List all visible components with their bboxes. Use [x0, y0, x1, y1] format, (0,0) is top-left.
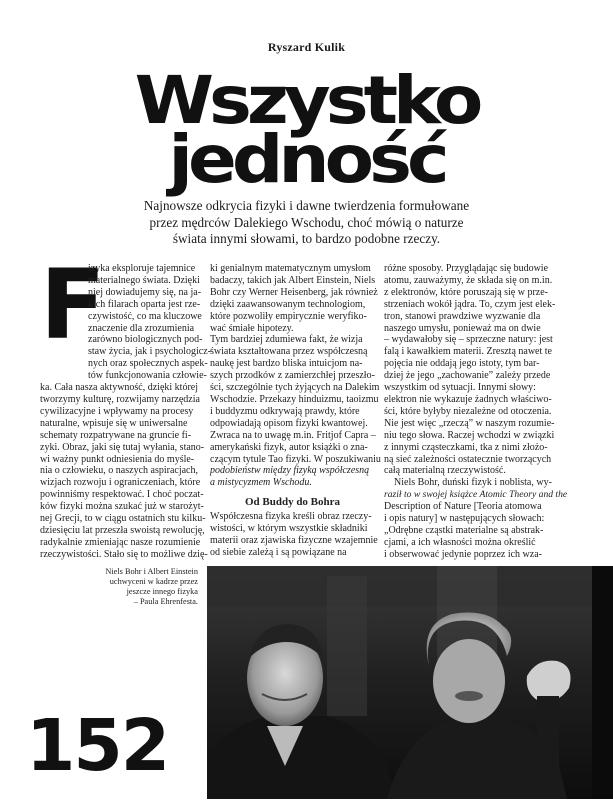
text-line: tworzymy kulturę, rozwijamy narzędzia: [40, 393, 200, 405]
text-line: niu tego słowa. Raczej wchodzi w związki: [384, 429, 555, 441]
article-column-2: [210, 263, 381, 559]
text-line: różne sposoby. Przyglądając się budowie: [384, 263, 549, 274]
text-line: zyki. Obraz, jaki się tutaj wyłania, stano-: [40, 441, 205, 453]
text-line: ną sieć zależności ostatecznie tworzących: [384, 453, 552, 465]
text-line: ki genialnym matematycznym umysłom: [210, 263, 371, 274]
text-line: staw życia, jak i psychologicz-: [88, 346, 212, 358]
text-line: ka. Cała nasza aktywność, dzięki której: [40, 382, 198, 394]
text-line: czywistość, co ma kluczowe: [88, 310, 202, 322]
text-line: kich filarach oparta jest rze-: [88, 298, 201, 310]
bohr-einstein-photo: [207, 566, 613, 799]
text-line: ści, szczególnie tych żyjących na Dalekim: [210, 382, 380, 394]
text-line: które pozwoliły empirycznie weryfiko-: [210, 310, 367, 322]
text-line: dziej że jego „zachowanie” zależy przede: [384, 370, 551, 382]
text-line: i obserwować jedynie poprzez ich wza-: [384, 548, 542, 560]
text-line: z elektronów, które poruszają się w prze-: [384, 286, 549, 298]
text-line: wizjach rozwoju i ograniczeniach, które: [40, 477, 201, 489]
text-line: Niels Bohr, duński fizyk i noblista, wy-: [394, 477, 552, 489]
text-line: nych oraz społecznych aspek-: [88, 358, 208, 370]
text-line: izyka eksploruje tajemnice: [88, 263, 196, 274]
text-line: pojęcia nie oddają jego istoty, tym bar-: [384, 358, 540, 370]
text-line: ści, które byłyby niezależne od otoczenia.: [384, 405, 552, 417]
drop-cap: F: [40, 249, 106, 361]
text-line: całą materialną rzeczywistość.: [384, 465, 506, 477]
text-line: raził to w swojej książce Atomic Theory and the: [384, 489, 568, 501]
text-line: znaczenie dla zrozumienia: [88, 322, 195, 334]
text-line: niej dowiadujemy się, na ja-: [88, 286, 202, 298]
headline-line-1: Wszystko: [134, 61, 479, 139]
text-line: a mistycyzmem Wschodu.: [210, 477, 312, 489]
caption-line: uchwyceni w kadrze przez: [109, 577, 198, 586]
text-line: falą i kawałkiem materii. Zresztą nawet te: [384, 346, 552, 358]
lead-line: Najnowsze odkrycia fizyki i dawne twierdzenia formułowane: [143, 198, 470, 213]
text-line: schematy rozpatrywane na gruncie fi-: [40, 429, 192, 441]
text-line: wi ważny punkt odniesienia do myśle-: [40, 453, 195, 465]
text-line: strzeniach wokół jądra. To, czym jest elek-: [384, 298, 556, 310]
text-line: Nie jest więc „rzeczą” w naszym rozumie-: [384, 417, 555, 429]
text-line: rzeczywistości. Stało się to możliwe dzię-: [40, 548, 208, 560]
text-line: szych przodków z zamierzchłej przeszło-: [210, 370, 375, 382]
text-line: z innymi cząsteczkami, tka z nimi złożo-: [384, 441, 548, 453]
text-line: cywilizacyjne i wpływamy na procesy: [40, 405, 194, 417]
lead-paragraph: [90, 198, 523, 248]
text-line: Description of Nature [Teoria atomowa: [384, 501, 542, 513]
text-line: „Odrębne cząstki materialne są abstrak-: [384, 524, 544, 536]
text-line: podobieństw między fizyką współczesną: [210, 465, 370, 477]
text-line: atomu, zauważymy, że składa się on m.in.: [384, 274, 553, 286]
text-line: elektron nie wykazuje żadnych właściwo-: [384, 393, 552, 405]
text-line: dziesięciu lat przeszła swoistą rewolucję,: [40, 524, 205, 536]
text-line: naukę jest bardzo bliska intuicjom na-: [210, 358, 363, 370]
text-line: badaczy, takich jak Albert Einstein, Niels: [210, 274, 376, 286]
text-line: i opis natury] w następujących słowach:: [384, 513, 545, 525]
lead-line: przez mędrców Dalekiego Wschodu, choć mówią o naturze: [149, 214, 464, 230]
text-line: nej Grecji, to w ciągu ostatnich stu kilku-: [40, 513, 206, 525]
page-number: 152: [26, 704, 169, 787]
text-line: naturalne, wpisuje się w uniwersalne: [40, 417, 188, 429]
text-line: naszego umysłu, ponieważ ma on dwie: [384, 322, 541, 334]
caption-line: jeszcze innego fizyka: [126, 587, 198, 596]
text-line: Współczesna fizyka kreśli obraz rzeczy-: [210, 511, 372, 523]
text-line: – wydawałoby się – sprzeczne natury: jest: [384, 334, 553, 346]
text-line: nia o człowieku, o naszych aspiracjach,: [40, 465, 198, 477]
text-line: wistości, w którym wszystkie składniki: [210, 523, 368, 535]
text-line: amerykański fizyk, autor książki o zna-: [210, 441, 368, 453]
article-column-1: [40, 249, 212, 561]
text-line: radykalnie zmieniając nasze rozumienie: [40, 536, 201, 548]
text-line: cjami, a ich własności można określić: [384, 536, 536, 548]
text-line: Bohr czy Werner Heisenberg, jak również: [210, 286, 378, 298]
text-line: wać śmiałe hipotezy.: [210, 322, 294, 334]
article-column-3: [384, 263, 574, 561]
caption-line: – Paula Ehrenfesta.: [133, 597, 198, 606]
text-line: powinniśmy respektować. I choć poczat-: [40, 489, 204, 501]
caption-line: Niels Bohr i Albert Einstein: [105, 567, 198, 576]
text-line: wszystkim od sytuacji. Innymi słowy:: [384, 382, 536, 394]
text-line: Wschodzie. Przekazy hinduizmu, taoizmu: [210, 393, 379, 405]
text-line: ków fizyki można szukać już w starożyt-: [40, 501, 204, 513]
author-byline: Ryszard Kulik: [267, 40, 346, 54]
text-line: Tym bardziej zdumiewa fakt, że wizja: [210, 334, 363, 346]
text-line: czącym tytule Tao fizyki. W poszukiwaniu: [210, 453, 381, 465]
text-line: odpowiadają opisom fizyki kwantowej.: [210, 417, 368, 429]
lead-line: świata innymi słowami, to bardzo podobne rzeczy.: [172, 231, 441, 246]
section-subheading: Od Buddy do Bohra: [244, 496, 341, 509]
text-line: dzięki zaawansowanym technologiom,: [210, 298, 366, 310]
text-line: tron, stanowi prawdziwe wyzwanie dla: [384, 310, 541, 322]
text-line: materii oraz zjawiska fizyczne wzajemnie: [210, 534, 378, 546]
text-line: tów funkcjonowania człowie-: [88, 370, 207, 382]
text-line: zarówno biologicznych pod-: [88, 334, 203, 346]
photo-caption: [60, 567, 198, 607]
headline-line-2: jedność: [168, 120, 445, 198]
text-line: od siebie zależą i są powiązane na: [210, 546, 347, 558]
text-line: świata kształtowana przez współczesną: [210, 346, 368, 358]
text-line: i buddyzmu odkrywają prawdy, które: [210, 405, 360, 417]
text-line: materialnego świata. Dzięki: [88, 274, 200, 286]
text-line: Zwraca na to uwagę m.in. Fritjof Capra –: [210, 429, 376, 441]
